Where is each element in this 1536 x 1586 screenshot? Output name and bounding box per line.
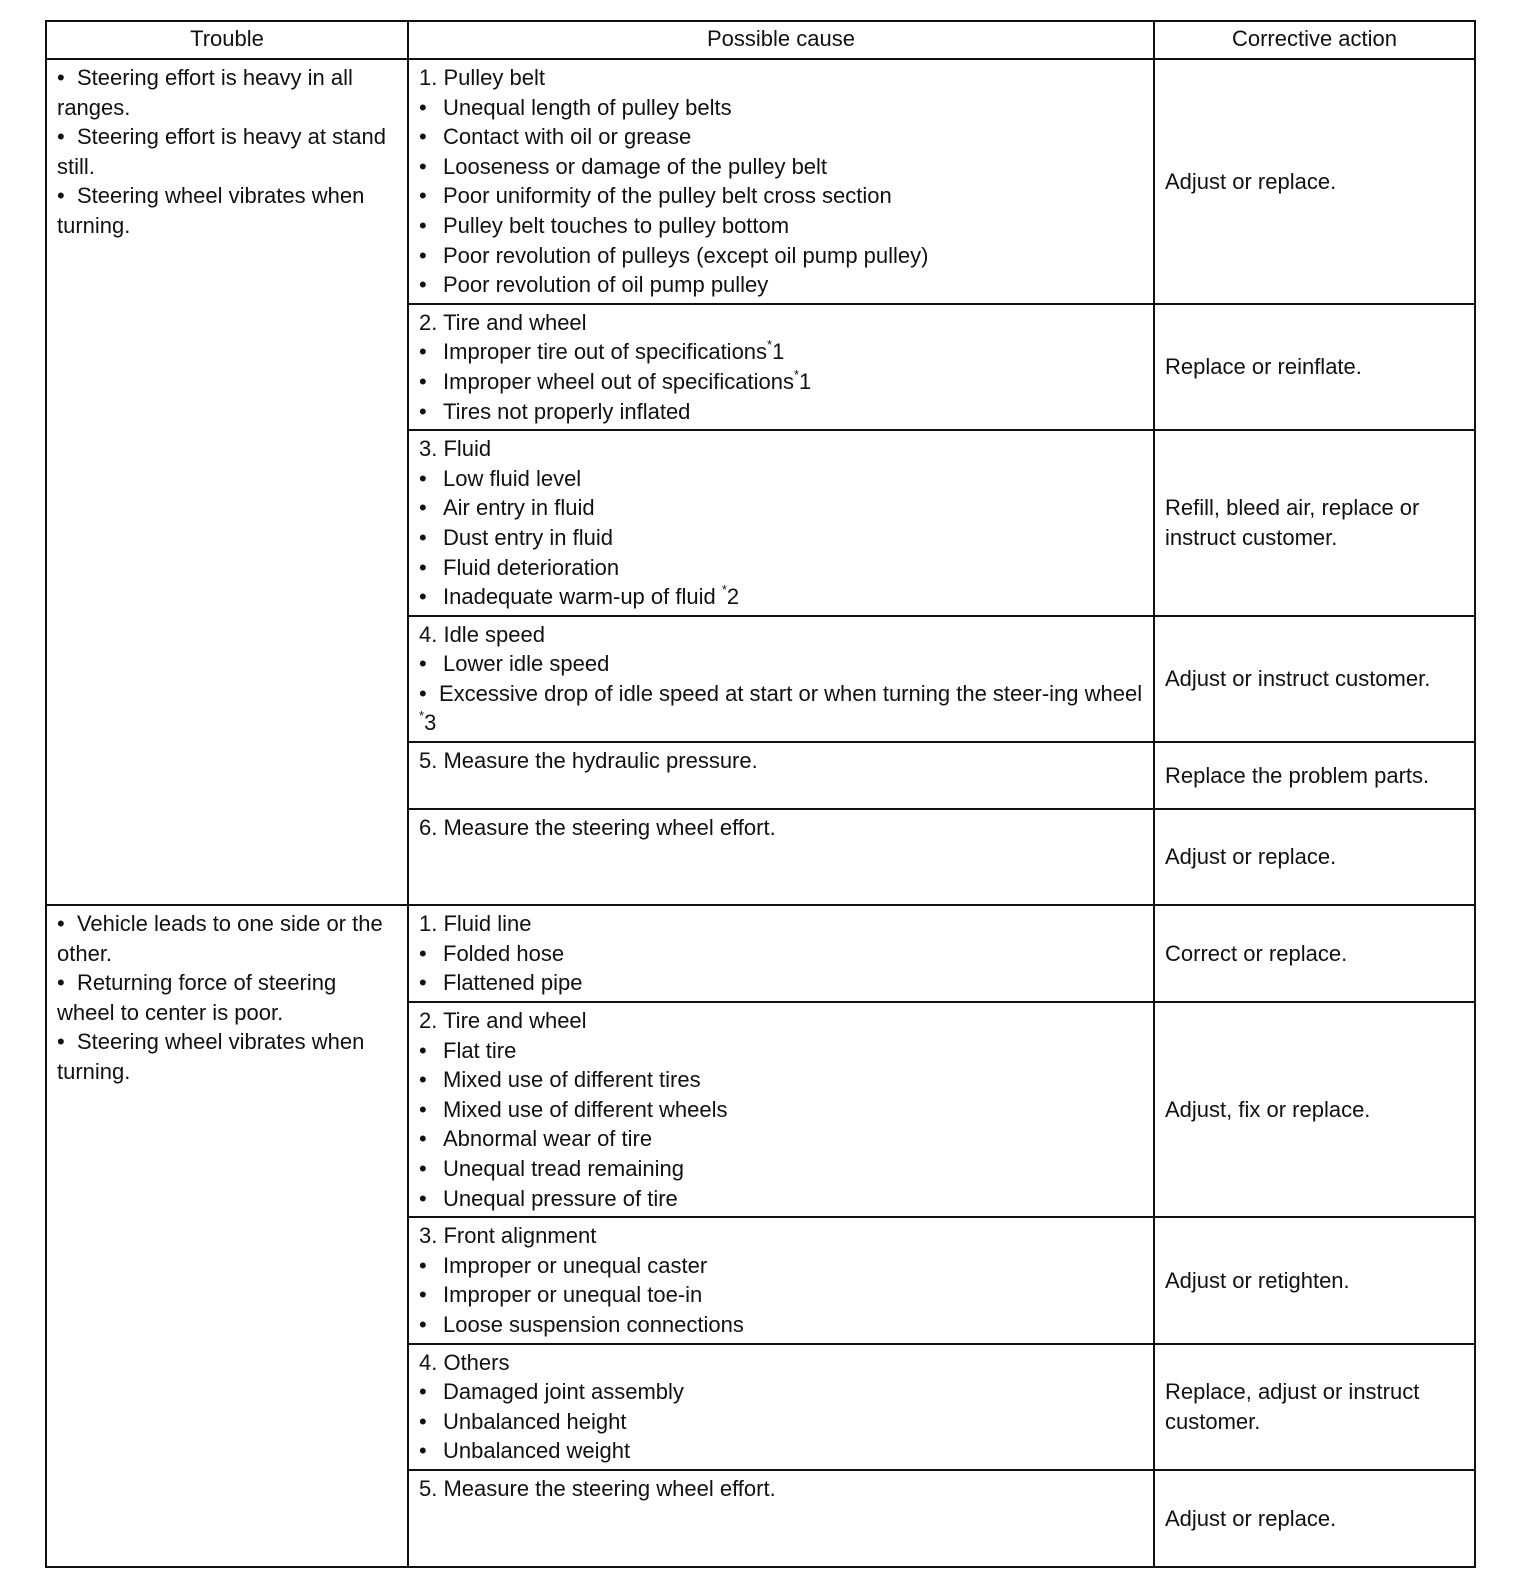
list-item: • Steering wheel vibrates when turning. bbox=[57, 1029, 365, 1085]
list-item: • Flat tire bbox=[419, 1037, 517, 1063]
cause-title: 5. Measure the hydraulic pressure. bbox=[419, 748, 758, 774]
list-item: • Damaged joint assembly bbox=[419, 1379, 684, 1405]
cause-cell bbox=[408, 1470, 1154, 1567]
action-cell: Adjust or instruct customer. bbox=[1154, 616, 1475, 742]
cause-cell bbox=[408, 304, 1154, 430]
cause-title: 2. Tire and wheel bbox=[419, 1008, 587, 1034]
action-cell: Correct or replace. bbox=[1154, 905, 1475, 1002]
list-item: • Looseness or damage of the pulley belt bbox=[419, 153, 828, 179]
trouble-cell bbox=[46, 905, 408, 1567]
list-item: • Flattened pipe bbox=[419, 970, 583, 996]
list-item: • Unequal length of pulley belts bbox=[419, 94, 732, 120]
cause-title: 4. Idle speed bbox=[419, 621, 545, 647]
cause-cell bbox=[408, 742, 1154, 809]
list-item: • Lower idle speed bbox=[419, 651, 610, 677]
cause-title: 3. Front alignment bbox=[419, 1223, 597, 1249]
header-trouble: Trouble bbox=[46, 21, 408, 59]
table-row bbox=[46, 905, 1475, 1002]
list-item: • Abnormal wear of tire bbox=[419, 1126, 653, 1152]
list-item: • Vehicle leads to one side or the other. bbox=[57, 911, 383, 966]
cause-cell bbox=[408, 59, 1154, 304]
action-cell: Replace or reinflate. bbox=[1154, 304, 1475, 430]
cause-cell bbox=[408, 1344, 1154, 1470]
list-item: • Steering effort is heavy at stand still. bbox=[57, 124, 386, 179]
list-item: • Mixed use of different tires bbox=[419, 1067, 701, 1093]
list-item: • Unequal pressure of tire bbox=[419, 1185, 678, 1211]
action-cell: Adjust, fix or replace. bbox=[1154, 1002, 1475, 1217]
list-item: • Air entry in fluid bbox=[419, 495, 595, 521]
action-cell: Refill, bleed air, replace or instruct customer. bbox=[1154, 430, 1475, 616]
list-item: • Tires not properly inflated bbox=[419, 398, 691, 424]
list-item: • Improper or unequal toe-in bbox=[419, 1282, 703, 1308]
cause-title: 4. Others bbox=[419, 1349, 510, 1375]
list-item: • Poor uniformity of the pulley belt cross section bbox=[419, 183, 892, 209]
troubleshooting-table bbox=[45, 20, 1476, 1568]
list-item: • Unequal tread remaining bbox=[419, 1156, 684, 1182]
header-row bbox=[46, 21, 1475, 59]
list-item: • Steering wheel vibrates when turning. bbox=[57, 183, 365, 238]
list-item: • Dust entry in fluid bbox=[419, 524, 613, 550]
cause-title: 3. Fluid bbox=[419, 436, 492, 462]
action-cell: Replace the problem parts. bbox=[1154, 742, 1475, 809]
list-item: • Unbalanced weight bbox=[419, 1438, 631, 1464]
cause-title: 5. Measure the steering wheel effort. bbox=[419, 1475, 776, 1501]
cause-title: 6. Measure the steering wheel effort. bbox=[419, 815, 776, 841]
header-possible-cause: Possible cause bbox=[408, 21, 1154, 59]
list-item: • Fluid deterioration bbox=[419, 554, 620, 580]
list-item: • Poor revolution of pulleys (except oil pump pulley) bbox=[419, 242, 929, 268]
footnote-mark: * bbox=[419, 708, 425, 724]
table-row bbox=[46, 59, 1475, 304]
cause-cell bbox=[408, 809, 1154, 905]
list-item: • Inadequate warm-up of fluid *2 bbox=[419, 582, 740, 610]
list-item: • Pulley belt touches to pulley bottom bbox=[419, 212, 790, 238]
list-item: • Unbalanced height bbox=[419, 1408, 627, 1434]
footnote-mark: * bbox=[767, 337, 773, 353]
list-item: • Folded hose bbox=[419, 940, 565, 966]
list-item: • Improper wheel out of specifications*1 bbox=[419, 366, 812, 394]
action-cell: Adjust or replace. bbox=[1154, 809, 1475, 905]
list-item: • Loose suspension connections bbox=[419, 1312, 744, 1337]
list-item: • Returning force of steering wheel to center is poor. bbox=[57, 970, 337, 1025]
list-item: • Low fluid level bbox=[419, 465, 582, 491]
list-item: • Mixed use of different wheels bbox=[419, 1096, 728, 1122]
footnote-mark: * bbox=[793, 366, 800, 382]
cause-title: 2. Tire and wheel bbox=[419, 309, 587, 335]
list-item: • Poor revolution of oil pump pulley bbox=[419, 272, 769, 298]
list-item: • Steering effort is heavy in all ranges. bbox=[57, 65, 353, 120]
cause-cell bbox=[408, 1002, 1154, 1217]
header-corrective-action: Corrective action bbox=[1154, 21, 1475, 59]
cause-cell bbox=[408, 1217, 1154, 1343]
action-cell: Adjust or replace. bbox=[1154, 59, 1475, 304]
trouble-cell bbox=[46, 59, 408, 905]
action-cell: Adjust or replace. bbox=[1154, 1470, 1475, 1567]
action-cell: Replace, adjust or instruct customer. bbox=[1154, 1344, 1475, 1470]
list-item: • Excessive drop of idle speed at start or when turning the steer-ing wheel *3 bbox=[419, 680, 1143, 736]
list-item: • Improper tire out of specifications*1 bbox=[419, 337, 785, 365]
cause-cell bbox=[408, 616, 1154, 742]
list-item: • Contact with oil or grease bbox=[419, 124, 692, 150]
cause-title: 1. Pulley belt bbox=[419, 65, 545, 90]
cause-cell bbox=[408, 905, 1154, 1002]
action-cell: Adjust or retighten. bbox=[1154, 1217, 1475, 1343]
cause-cell bbox=[408, 430, 1154, 616]
list-item: • Improper or unequal caster bbox=[419, 1252, 708, 1278]
cause-title: 1. Fluid line bbox=[419, 911, 532, 937]
footnote-mark: * bbox=[721, 582, 727, 598]
